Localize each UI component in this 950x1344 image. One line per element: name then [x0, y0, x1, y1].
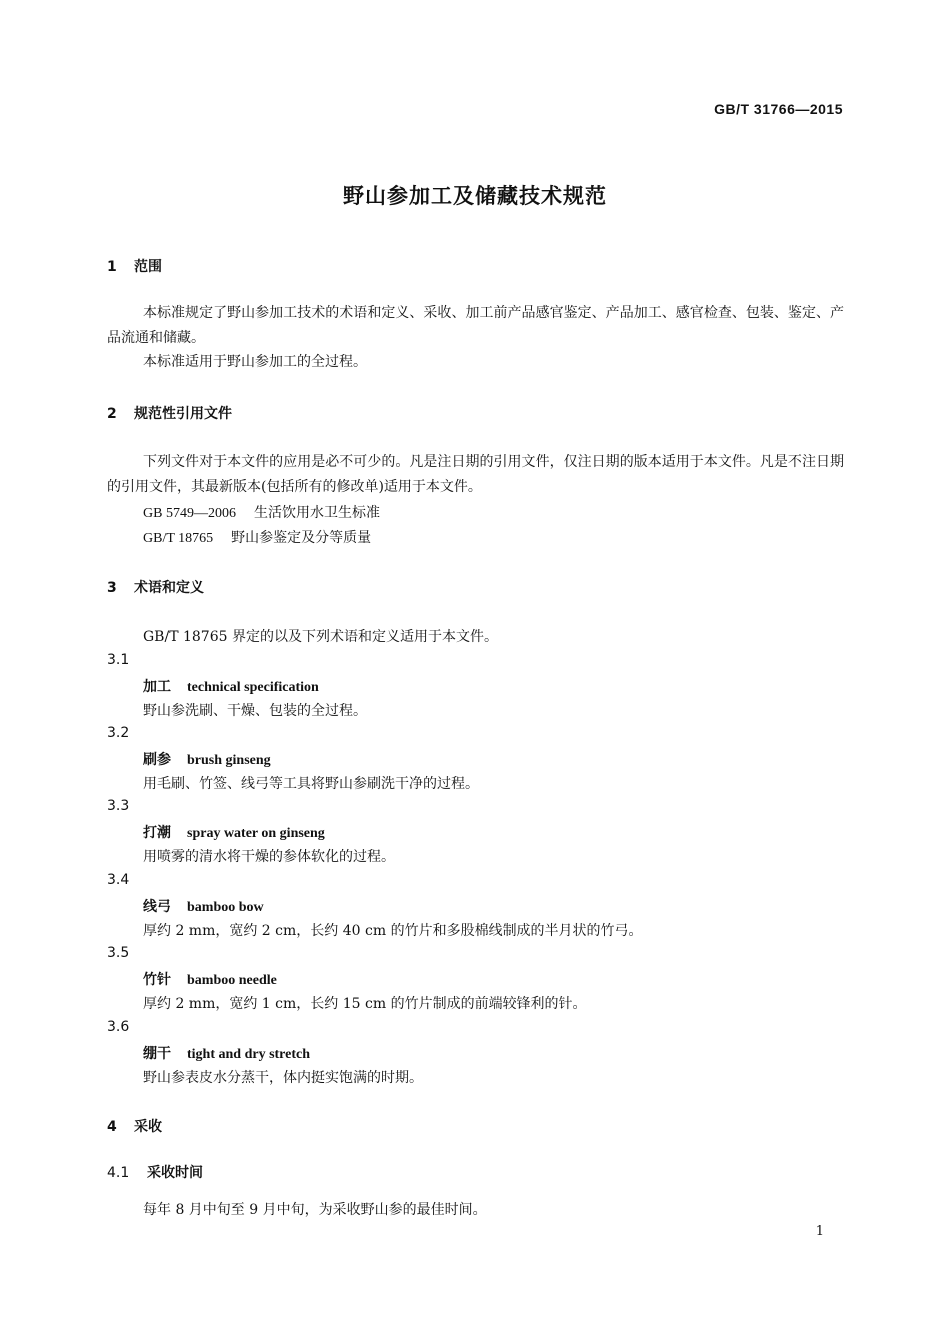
- term-zh: 竹针: [143, 972, 171, 988]
- term-definition: 用喷雾的清水将干燥的参体软化的过程。: [143, 849, 395, 865]
- section-number: 3: [107, 580, 117, 596]
- term-heading: [143, 822, 325, 842]
- section-3-intro: GB/T 18765 界定的以及下列术语和定义适用于本文件。: [143, 629, 498, 645]
- term-number: 3.3: [107, 798, 130, 814]
- reference-code: GB/T 18765: [143, 531, 214, 546]
- term-number: 3.6: [107, 1019, 130, 1035]
- term-en: technical specification: [187, 680, 319, 695]
- standard-number: GB/T 31766—2015: [714, 101, 843, 117]
- reference-title: 生活饮用水卫生标准: [253, 505, 380, 521]
- section-2-heading: [107, 403, 232, 423]
- section-title: 术语和定义: [134, 580, 204, 596]
- section-2-paragraph-1: 下列文件对于本文件的应用是必不可少的。凡是注日期的引用文件，仅注日期的版本适用于本文件。凡是不注日期的引用文件，其最新版本(包括所有的修改单)适用于本文件。: [107, 454, 844, 495]
- term-number: 3.5: [107, 945, 130, 961]
- term-zh: 线弓: [143, 899, 171, 915]
- term-heading: [143, 1043, 310, 1063]
- term-zh: 刷参: [143, 752, 171, 768]
- section-title: 范围: [134, 259, 162, 275]
- term-zh: 加工: [143, 679, 171, 695]
- reference-title: 野山参鉴定及分等质量: [231, 530, 372, 546]
- subsection-4-1-text: 每年 8 月中旬至 9 月中旬，为采收野山参的最佳时间。: [143, 1202, 487, 1218]
- term-en: bamboo bow: [187, 900, 264, 915]
- subsection-4-1-heading: [107, 1162, 203, 1182]
- section-1-heading: [107, 256, 162, 276]
- reference-code: GB 5749—2006: [143, 506, 236, 521]
- section-number: 2: [107, 406, 117, 422]
- term-zh: 打潮: [143, 825, 171, 841]
- term-definition: 用毛刷、竹签、线弓等工具将野山参刷洗干净的过程。: [143, 776, 479, 792]
- section-number: 4: [107, 1119, 117, 1135]
- term-heading: [143, 749, 271, 769]
- term-heading: [143, 896, 264, 916]
- section-4-heading: [107, 1116, 162, 1136]
- normative-reference: [143, 527, 371, 547]
- section-title: 采收: [134, 1119, 162, 1135]
- term-number: 3.1: [107, 652, 130, 668]
- term-zh: 绷干: [143, 1046, 171, 1062]
- subsection-number: 4.1: [107, 1165, 130, 1181]
- term-number: 3.4: [107, 872, 130, 888]
- document-title: 野山参加工及储藏技术规范: [343, 184, 607, 208]
- normative-reference: [143, 502, 380, 522]
- term-definition: 野山参表皮水分蒸干，体内挺实饱满的时期。: [143, 1070, 423, 1086]
- section-number: 1: [107, 259, 117, 275]
- term-en: spray water on ginseng: [187, 826, 325, 841]
- term-en: bamboo needle: [187, 973, 277, 988]
- term-definition: 野山参洗刷、干燥、包装的全过程。: [143, 703, 367, 719]
- term-definition: 厚约 2 mm，宽约 1 cm，长约 15 cm 的竹片制成的前端较锋利的针。: [143, 996, 587, 1012]
- term-en: brush ginseng: [187, 753, 271, 768]
- term-heading: [143, 969, 277, 989]
- section-1-paragraph-1: 本标准规定了野山参加工技术的术语和定义、采收、加工前产品感官鉴定、产品加工、感官检查、包装、鉴定、产品流通和储藏。: [107, 305, 844, 346]
- section-3-heading: [107, 577, 204, 597]
- page-number: 1: [815, 1224, 824, 1239]
- section-1-paragraph-2: 本标准适用于野山参加工的全过程。: [143, 354, 367, 370]
- section-title: 规范性引用文件: [134, 406, 232, 422]
- term-en: tight and dry stretch: [187, 1047, 311, 1062]
- term-number: 3.2: [107, 725, 130, 741]
- term-heading: [143, 676, 319, 696]
- subsection-title: 采收时间: [147, 1165, 203, 1181]
- term-definition: 厚约 2 mm，宽约 2 cm，长约 40 cm 的竹片和多股棉线制成的半月状的竹弓。: [143, 923, 643, 939]
